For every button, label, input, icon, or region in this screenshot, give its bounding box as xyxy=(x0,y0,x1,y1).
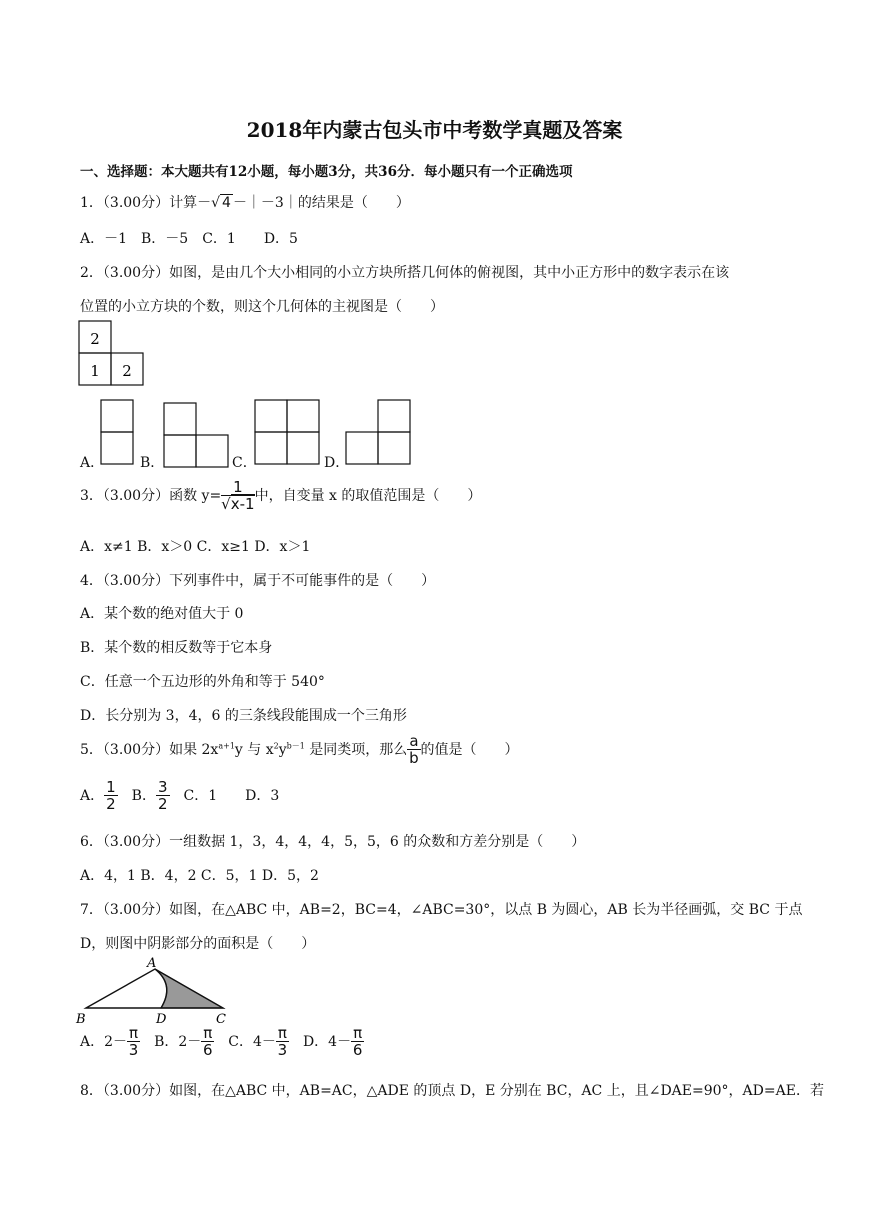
section-heading: 一、选择题：本大题共有12小题，每小题3分，共36分．每小题只有一个正确选项 xyxy=(80,164,573,180)
q4-option-c: C．任意一个五边形的外角和等于 540° xyxy=(80,674,325,690)
q2-option-c-label: C． xyxy=(232,455,257,471)
label-a: A xyxy=(147,956,157,971)
q3-numerator: 1 xyxy=(221,480,254,496)
q6-stem: 6．（3.00分）一组数据 1，3，4，4，4，5，5，6 的众数和方差分别是（ ） xyxy=(80,834,586,850)
sqrt-expression: √ 4 xyxy=(211,195,231,211)
option-c-figure xyxy=(254,398,322,466)
q3-suffix: 中，自变量 x 的取值范围是（ ） xyxy=(254,488,482,504)
q7-line1: 7．（3.00分）如图，在△ABC 中，AB=2，BC=4，∠ABC=30°，以点 B 为圆心，AB 长为半径画弧，交 BC 于点 xyxy=(80,902,803,918)
q2-option-a-label: A． xyxy=(80,455,105,471)
option-a-figure xyxy=(100,398,136,466)
top-view-figure xyxy=(78,320,148,388)
q2-option-d-label: D． xyxy=(324,455,350,471)
grid-number-bottom-right: 2 xyxy=(122,362,132,380)
q5-option-a-fraction: $\frac{1}{2}$ xyxy=(106,778,116,813)
label-d: D xyxy=(156,1012,167,1027)
question-5: 5．（3.00分）如果 $2x^{a+1}y$ 与 $x^2y^{b-1}$ 是同类项，那么 $\frac{a}{b}$ 的值是（ ） xyxy=(80,732,519,767)
question-1 xyxy=(80,192,410,212)
q4-option-d: D．长分别为 3，4，6 的三条线段能围成一个三角形 xyxy=(80,708,407,724)
q3-fraction xyxy=(221,480,254,512)
option-b-figure xyxy=(163,402,231,468)
q8-line1: 8．（3.00分）如图，在△ABC 中，AB=AC，△ADE 的顶点 D，E 分别在 BC，AC 上，且∠DAE=90°，AD=AE．若 xyxy=(80,1083,824,1099)
q5-options: A． $\frac{1}{2}$ B． $\frac{3}{2}$ C．1 D．3 xyxy=(80,778,280,813)
q2-line2: 位置的小立方块的个数，则这个几何体的主视图是（ ） xyxy=(80,299,444,315)
page-title: 2018年内蒙古包头市中考数学真题及答案 xyxy=(246,118,623,142)
q3-prefix: 3．（3.00分）函数 y= xyxy=(80,488,222,504)
q5-fraction: $\frac{a}{b}$ xyxy=(409,732,419,767)
q3-options: A．x≠1 B．x＞0 C．x≥1 D．x＞1 xyxy=(80,539,311,555)
question-3 xyxy=(80,480,481,512)
option-d-figure xyxy=(345,398,413,466)
q4-option-a: A．某个数的绝对值大于 0 xyxy=(80,606,244,622)
q4-stem: 4．（3.00分）下列事件中，属于不可能事件的是（ ） xyxy=(80,573,436,589)
q1-prefix: 1．（3.00分）计算－ xyxy=(80,195,212,211)
q2-option-b-label: B． xyxy=(140,455,165,471)
q6-options: A．4，1 B．4，2 C．5，1 D．5，2 xyxy=(80,868,319,884)
q2-line1: 2．（3.00分）如图，是由几个大小相同的小立方块所搭几何体的俯视图，其中小正方形中的数字表示在该 xyxy=(80,265,730,281)
q7-options: A．2－ $\frac{\pi}{3}$ B．2－ $\frac{\pi}{6}$ C．4－ $\frac{\pi}{3}$ D．4－ $\frac{\pi}{6}$ xyxy=(80,1024,363,1059)
grid-number-top: 2 xyxy=(90,330,100,348)
q3-denominator: √x-1 xyxy=(221,495,255,513)
q4-option-b: B．某个数的相反数等于它本身 xyxy=(80,640,273,656)
q1-radicand: 4 xyxy=(222,195,231,211)
label-b: B xyxy=(76,1012,86,1027)
q1-options: A．－1 B．－5 C．1 D．5 xyxy=(80,231,298,247)
q1-suffix: －｜－3｜的结果是（ ） xyxy=(232,195,410,211)
label-c: C xyxy=(216,1012,226,1027)
triangle-figure xyxy=(72,955,237,1027)
q5-option-b-fraction: $\frac{3}{2}$ xyxy=(157,778,168,813)
grid-number-bottom-left: 1 xyxy=(90,362,100,380)
q7-line2: D，则图中阴影部分的面积是（ ） xyxy=(80,936,316,952)
